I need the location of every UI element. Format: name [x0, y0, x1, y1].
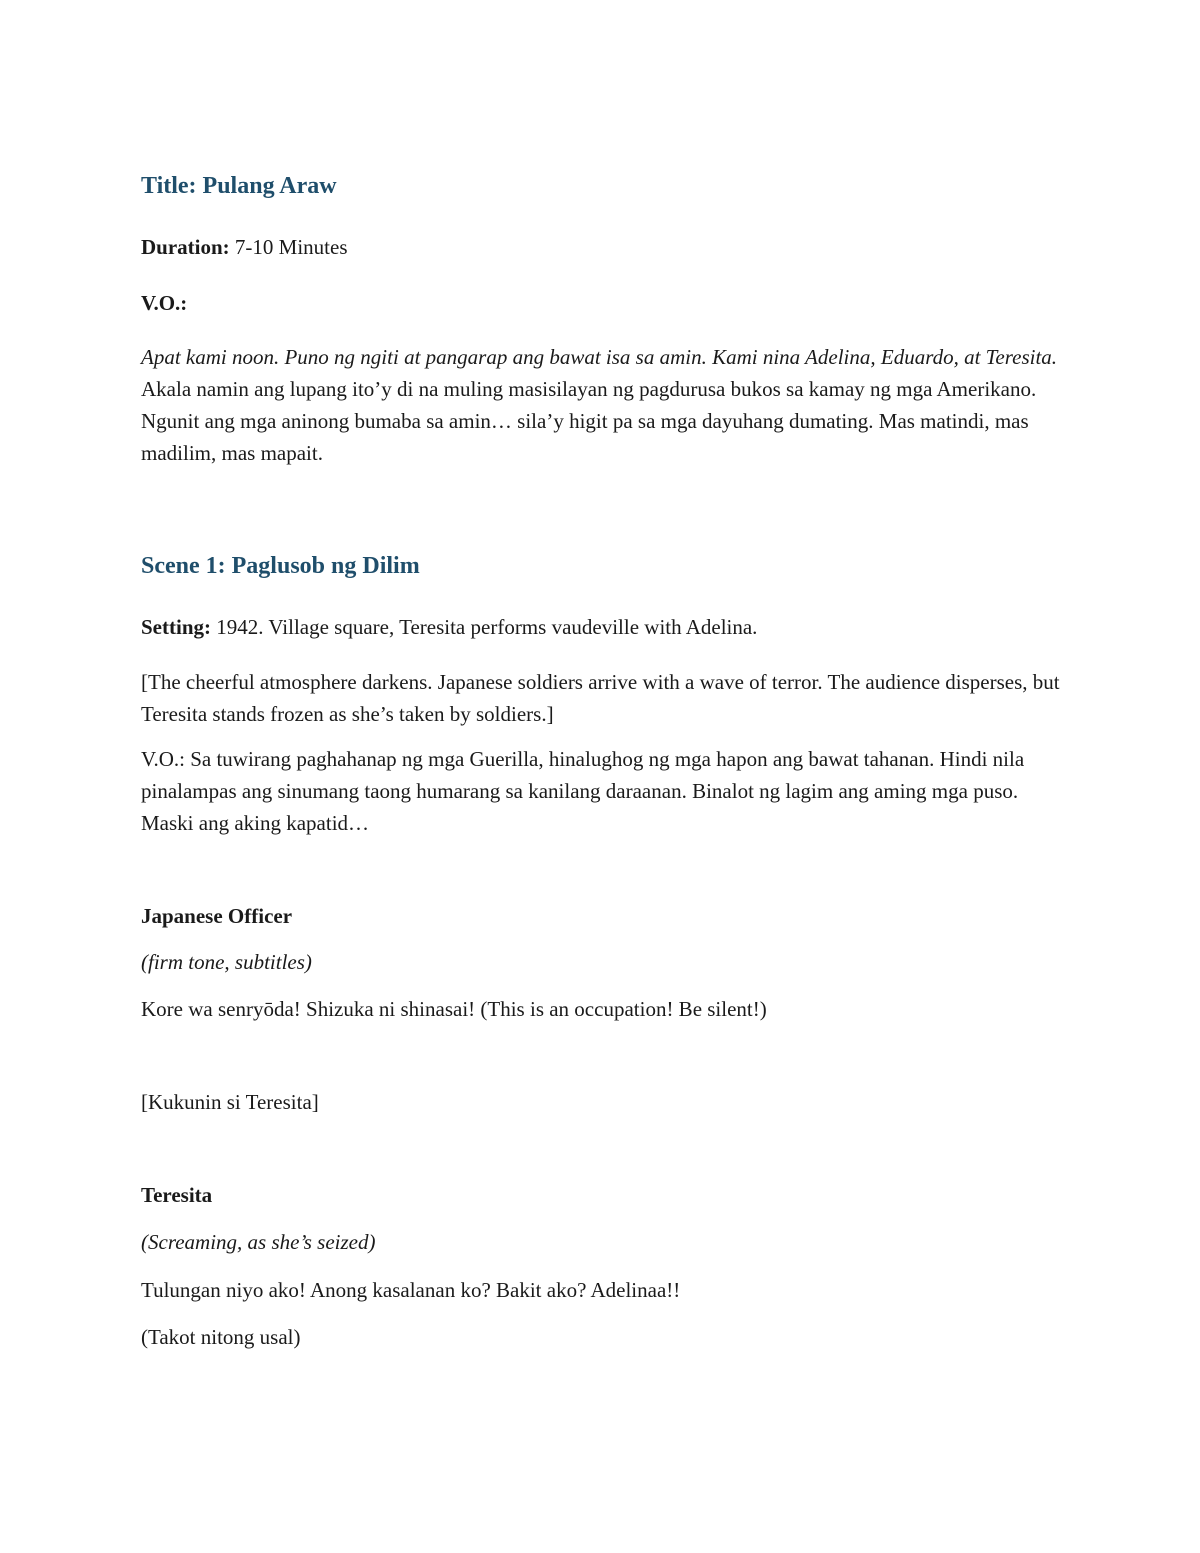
- teresita-parenthetical: (Screaming, as she’s seized): [141, 1230, 376, 1254]
- teresita-dialogue: Tulungan niyo ako! Anong kasalanan ko? Bakit ako? Adelinaa!!: [141, 1278, 681, 1302]
- intro-paragraph: [141, 341, 1071, 469]
- officer-dialogue: Kore wa senryōda! Shizuka ni shinasai! (This is an occupation! Be silent!): [141, 997, 767, 1021]
- duration-line: [141, 231, 1071, 263]
- officer-parenthetical: (firm tone, subtitles): [141, 950, 312, 974]
- intro-italic-text: Apat kami noon. Puno ng ngiti at pangarap ang bawat isa sa amin. Kami nina Adelina, Eduardo, at Teresita.: [141, 345, 1058, 369]
- setting-value: 1942. Village square, Teresita performs vaudeville with Adelina.: [211, 615, 758, 639]
- duration-label: Duration:: [141, 235, 230, 259]
- vo-label: V.O.:: [141, 291, 188, 315]
- officer-character-name: Japanese Officer: [141, 904, 293, 928]
- teresita-direction: (Takot nitong usal): [141, 1325, 301, 1349]
- document-title: Title: Pulang Araw: [141, 173, 337, 199]
- stage-direction-2: [Kukunin si Teresita]: [141, 1090, 319, 1114]
- teresita-character-name: Teresita: [141, 1183, 213, 1207]
- vo-scene1-line: V.O.: Sa tuwirang paghahanap ng mga Guerilla, hinalughog ng mga hapon ang bawat tahanan. Hindi nila pinalampas ang sinumang taong humarang sa kanilang daraanan. Binalot ng lagim ang aming mga puso. Maski ang aking kapatid…: [141, 747, 1025, 835]
- setting-line: [141, 611, 1071, 643]
- intro-normal-text: Akala namin ang lupang ito’y di na muling masisilayan ng pagdurusa bukos sa kamay ng mga Amerikano. Ngunit ang mga aninong bumaba sa amin… sila’y higit pa sa mga dayuhang dumating. Mas matindi, mas madilim, mas mapait.: [141, 377, 1037, 465]
- setting-label: Setting:: [141, 615, 211, 639]
- stage-direction-1: [The cheerful atmosphere darkens. Japanese soldiers arrive with a wave of terror. The audience disperses, but Teresita stands frozen as she’s taken by soldiers.]: [141, 670, 1060, 726]
- scene1-heading: Scene 1: Paglusob ng Dilim: [141, 553, 420, 579]
- duration-value: 7-10 Minutes: [229, 235, 348, 259]
